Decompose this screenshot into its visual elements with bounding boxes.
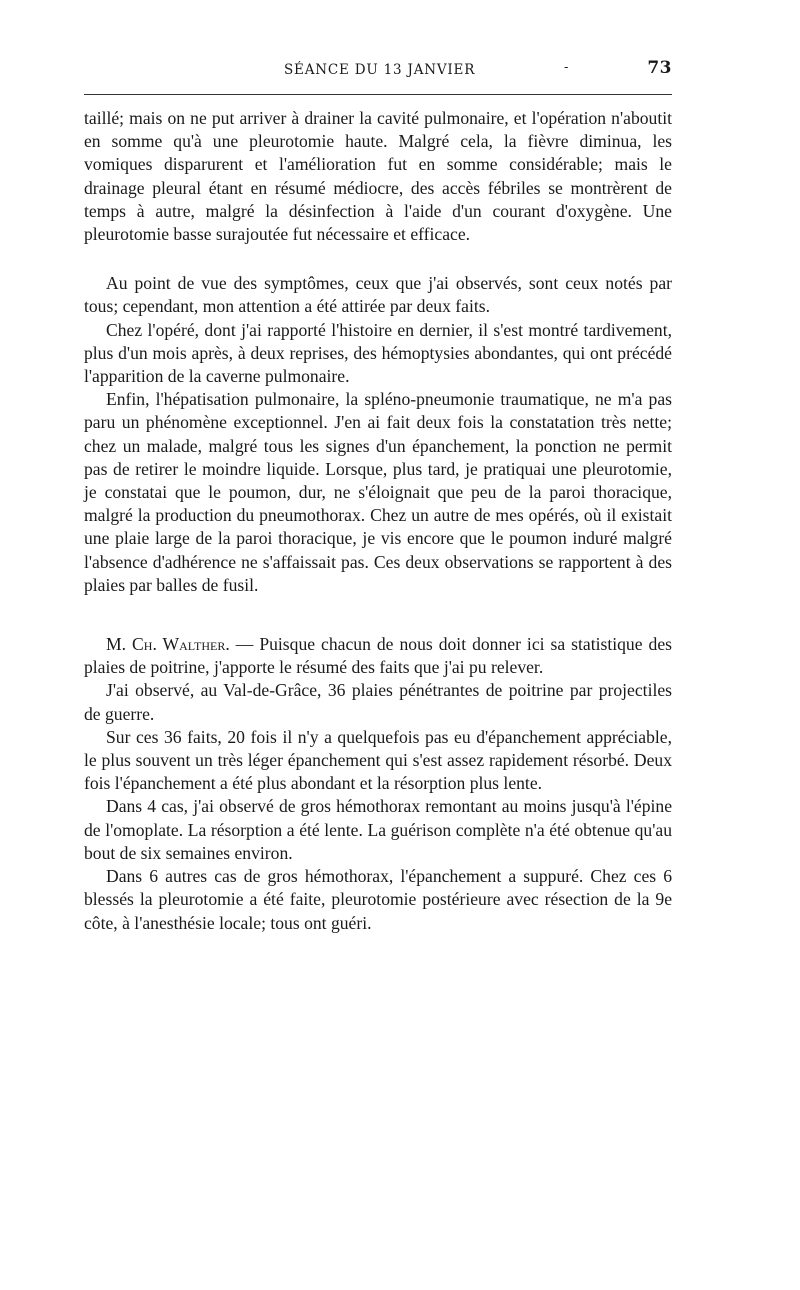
paragraph-6: J'ai observé, au Val-de-Grâce, 36 plaies pénétrantes de poitrine par projectiles de guerre. — [84, 680, 672, 724]
paragraph-5 — [84, 633, 672, 679]
running-head-dash: - — [564, 60, 569, 75]
page-number: 73 — [647, 58, 672, 78]
book-page — [84, 58, 672, 935]
paragraph-2: Au point de vue des symptômes, ceux que j'ai observés, sont ceux notés par tous; cependant, mon attention a été attirée par deux faits. — [84, 273, 672, 317]
running-head-title: SÉANCE DU 13 JANVIER — [284, 62, 476, 78]
paragraph-8: Dans 4 cas, j'ai observé de gros hémothorax remontant au moins jusqu'à l'épine de l'omoplate. La résorption a été lente. La guérison complète n'a été obtenue qu'au bout de six semaines environ. — [84, 796, 672, 863]
speaker-name: M. Ch. Walther. — [106, 634, 230, 655]
body-text — [84, 107, 672, 935]
paragraph-4: Enfin, l'hépatisation pulmonaire, la spléno-pneumonie traumatique, ne m'a pas paru un phénomène exceptionnel. J'en ai fait deux fois la constatation très nette; chez un malade, malgré tous les signes d'un épanchement, la ponction ne permit pas de retirer le moindre liquide. Lorsque, plus tard, je pratiquai une pleurotomie, je constatai que le poumon, dur, ne s'éloignait que peu de la paroi thoracique, malgré la production du pneumothorax. Chez un autre de mes opérés, où il existait une plaie large de la paroi thoracique, je vis encore que le poumon induré malgré l'absence d'adhérence ne s'affaissait pas. Ces deux observations se rapportent à des plaies par balles de fusil. — [84, 389, 672, 595]
paragraph-5-text: — Puisque chacun de nous doit donner ici sa statistique des plaies de poitrine, j'apporte le résumé des faits que j'ai pu relever. — [84, 634, 672, 678]
running-head — [84, 58, 672, 86]
paragraph-7: Sur ces 36 faits, 20 fois il n'y a quelquefois pas eu d'épanchement appréciable, le plus souvent un très léger épanchement qui s'est assez rapidement résorbé. Deux fois l'épanchement a été plus abondant et la résorption plus lente. — [84, 726, 672, 794]
header-rule — [84, 94, 672, 95]
paragraph-9: Dans 6 autres cas de gros hémothorax, l'épanchement a suppuré. Chez ces 6 blessés la pleurotomie a été faite, pleurotomie postérieure avec résection de la 9e côte, à l'anesthésie locale; tous ont guéri. — [84, 866, 672, 933]
paragraph-1: taillé; mais on ne put arriver à drainer la cavité pulmonaire, et l'opération n'aboutit en somme qu'à une pleurotomie haute. Malgré cela, la fièvre diminua, les vomiques disparurent et l'amélioration fut en somme considérable; mais le drainage pleural étant en résumé médiocre, des accès fébriles se montrèrent de temps à autre, malgré la désinfection à l'aide d'un courant d'oxygène. Une pleurotomie basse surajoutée fut nécessaire et efficace. — [84, 108, 672, 245]
paragraph-3: Chez l'opéré, dont j'ai rapporté l'histoire en dernier, il s'est montré tardivement, plus d'un mois après, à deux reprises, des hémoptysies abondantes, qui ont précédé l'apparition de la caverne pulmonaire. — [84, 319, 672, 387]
